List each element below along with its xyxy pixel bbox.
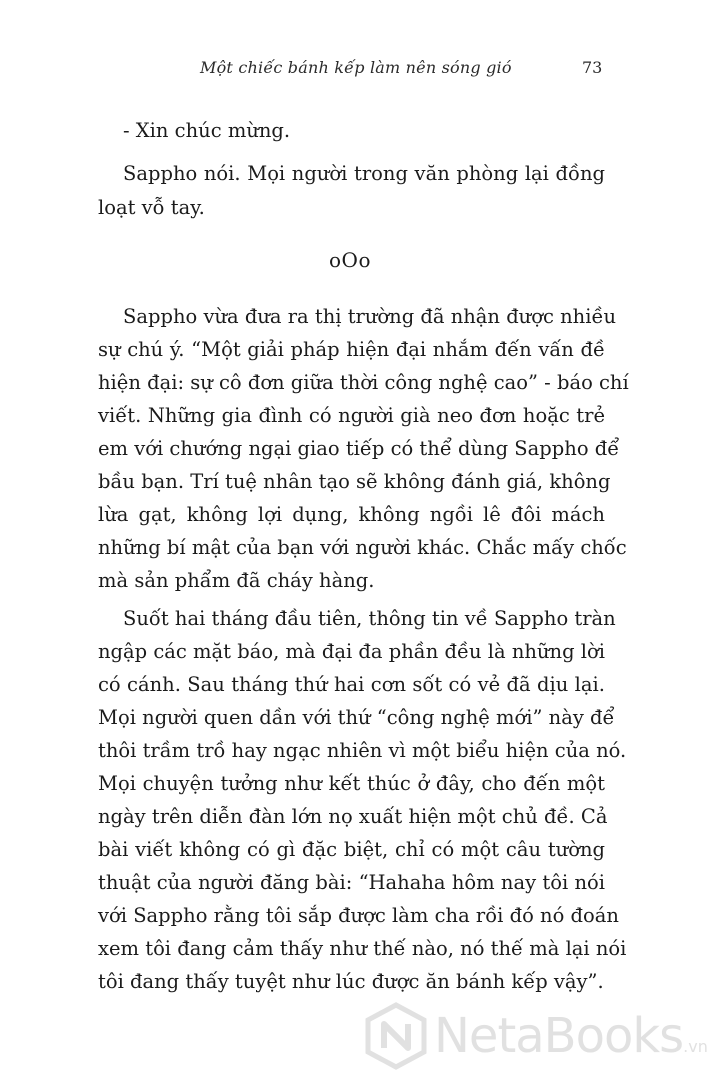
text-line: Sappho nói. Mọi người trong văn phòng lại đồng — [123, 162, 605, 185]
text-line: tôi đang thấy tuyệt như lúc được ăn bánh kếp vậy”. — [98, 970, 604, 993]
page-number: 73 — [582, 58, 603, 77]
text-line: Mọi người quen dần với thứ “công nghệ mới” này để — [98, 706, 615, 729]
text-line: thuật của người đăng bài: “Hahaha hôm nay tôi nói — [98, 871, 605, 894]
text-line: viết. Những gia đình có người già neo đơn hoặc trẻ — [98, 404, 605, 427]
watermark-suffix: .vn — [683, 1037, 708, 1056]
text-line: Sappho vừa đưa ra thị trường đã nhận được nhiều — [123, 305, 617, 328]
text-line: loạt vỗ tay. — [98, 196, 205, 219]
section-break-ornament: oOo — [329, 248, 371, 272]
text-line: xem tôi đang cảm thấy như thế nào, nó thế mà lại nói — [98, 937, 627, 960]
watermark-brand: NetaBooks — [434, 1008, 684, 1064]
text-line: với Sappho rằng tôi sắp được làm cha rồi đó nó đoán — [98, 904, 619, 927]
netabooks-logo-icon — [362, 1002, 430, 1070]
text-line: lừa gạt, không lợi dụng, không ngồi lê đôi mách — [98, 503, 605, 526]
chapter-title: Một chiếc bánh kếp làm nên sóng gió — [200, 58, 512, 77]
text-line: sự chú ý. “Một giải pháp hiện đại nhắm đến vấn đề — [98, 338, 605, 361]
text-line: những bí mật của bạn với người khác. Chắc mấy chốc — [98, 536, 627, 559]
text-line: Mọi chuyện tưởng như kết thúc ở đây, cho đến một — [98, 772, 605, 795]
watermark-text — [434, 1008, 708, 1064]
text-line: mà sản phẩm đã cháy hàng. — [98, 569, 375, 592]
watermark — [362, 1002, 708, 1074]
text-line: ngập các mặt báo, mà đại đa phần đều là những lời — [98, 640, 605, 663]
text-line: hiện đại: sự cô đơn giữa thời công nghệ cao” - báo chí — [98, 371, 629, 394]
text-line: bầu bạn. Trí tuệ nhân tạo sẽ không đánh giá, không — [98, 470, 611, 493]
text-line: ngày trên diễn đàn lớn nọ xuất hiện một chủ đề. Cả — [98, 805, 608, 828]
text-line: thôi trầm trồ hay ngạc nhiên vì một biểu hiện của nó. — [98, 739, 627, 762]
text-line: có cánh. Sau tháng thứ hai cơn sốt có vẻ đã dịu lại. — [98, 673, 605, 696]
text-line: bài viết không có gì đặc biệt, chỉ có một câu tường — [98, 838, 605, 861]
text-line: - Xin chúc mừng. — [123, 119, 291, 142]
text-line: em với chướng ngại giao tiếp có thể dùng Sappho để — [98, 437, 620, 460]
text-line: Suốt hai tháng đầu tiên, thông tin về Sappho tràn — [123, 607, 616, 630]
running-header — [0, 58, 700, 82]
